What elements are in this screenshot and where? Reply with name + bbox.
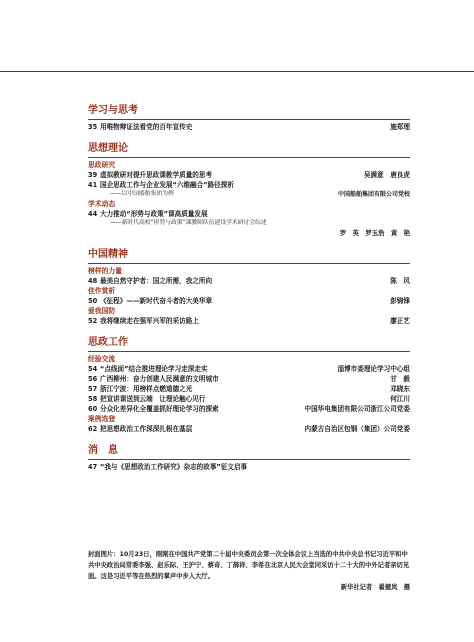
page-number: 57	[88, 385, 98, 393]
article-title[interactable]: 广西柳州：奋力创建人民满意的文明城市	[100, 375, 219, 383]
article-title[interactable]: ——新时代高校“形势与政策”课教师队伍建设学术研讨会综述	[110, 220, 267, 226]
toc-section	[88, 336, 410, 434]
article-author: 何江川	[390, 395, 410, 403]
article-title[interactable]: “点线面”结合推进理论学习走深走实	[100, 365, 208, 373]
article-author: 中国船舶集团有限公司党校	[337, 191, 410, 198]
toc-entry[interactable]	[88, 364, 410, 374]
toc-entry-authors: 罗 英 罗玉浩 黄 艳	[339, 229, 410, 237]
cover-caption-text: 10月23日，刚刚在中国共产党第二十届中央委员会第一次全体会议上当选的中共中央总书记习近平和中共中央政治局常委李强、赵乐际、王沪宁、蔡奇、丁薛祥、李希在北京人民大会堂同采访十二十大的中外记者亲切见面。这是习近平等在热烈的掌声中步入大厅。	[88, 551, 410, 580]
toc-entry[interactable]	[88, 122, 410, 132]
toc-entry[interactable]	[88, 374, 410, 384]
subsection-title: 学术动态	[88, 200, 116, 208]
article-title[interactable]: 把宣讲课送到云端 让理论触心见行	[100, 395, 206, 403]
toc-section	[88, 142, 410, 238]
toc-entry[interactable]	[88, 462, 410, 472]
subsection-title: 爱我国防	[88, 307, 116, 315]
article-title[interactable]: 《征程》——新时代奋斗者的大美华章	[100, 297, 213, 305]
cover-caption	[88, 549, 410, 593]
page-number: 56	[88, 375, 98, 383]
article-author: 廖正艺	[390, 317, 410, 325]
page-number: 60	[88, 405, 98, 413]
toc-entry[interactable]	[88, 316, 410, 326]
toc-entry[interactable]	[88, 276, 410, 286]
article-author: 邓晓东	[390, 385, 410, 393]
subsection-title: 榜样的力量	[88, 267, 122, 275]
cover-photo-credit: 新华社记者 翟健岚 摄	[340, 584, 410, 591]
article-title[interactable]: 最美自然守护者：国之所需，我之所向	[100, 277, 213, 285]
article-title[interactable]: 大力推动“形势与政策”课高质量发展	[100, 210, 208, 218]
page-number: 39	[88, 171, 98, 179]
article-title[interactable]: 我将继续走在强军兴军的采访路上	[100, 317, 199, 325]
toc-entry[interactable]	[88, 170, 410, 180]
page-number: 54	[88, 365, 98, 373]
toc-entry[interactable]	[88, 219, 410, 228]
article-author: 淄博市委理论学习中心组	[337, 365, 410, 373]
article-title[interactable]: 分众化差异化全覆盖抓好理论学习的探索	[100, 405, 219, 413]
article-author: 陈 风	[390, 277, 410, 285]
section-gap	[88, 132, 410, 142]
page-number: 50	[88, 297, 98, 305]
section-title: 学习与思考	[88, 104, 410, 120]
article-author: 彭锦锋	[390, 297, 410, 305]
article-author: 内蒙古自治区包钢（集团）公司党委	[304, 425, 410, 433]
toc-entry[interactable]	[88, 384, 410, 394]
section-title: 消 息	[88, 444, 410, 460]
toc-entry[interactable]	[88, 180, 410, 190]
article-author: 吴满意 唐良虎	[363, 171, 410, 179]
article-title[interactable]: 用唯物辩证法看党的百年宣传史	[100, 123, 193, 131]
section-title: 中国精神	[88, 248, 410, 264]
subsection-title: 思政研究	[88, 161, 116, 169]
page-number: 44	[88, 210, 98, 218]
subsection-title: 佳作赏析	[88, 287, 116, 295]
article-title[interactable]: ——以中国船舶集团为例	[110, 191, 174, 197]
section-title: 思想理论	[88, 142, 410, 158]
section-gap	[88, 326, 410, 336]
subsection-title: 经验交流	[88, 355, 116, 363]
toc-entry[interactable]	[88, 394, 410, 404]
page-number: 48	[88, 277, 98, 285]
article-author: 中国华电集团有限公司浙江公司党委	[304, 405, 410, 413]
article-title[interactable]: 国企思政工作与企业发展“六维融合”路径探析	[100, 181, 234, 189]
toc-entry[interactable]	[88, 209, 410, 219]
toc-entry[interactable]	[88, 296, 410, 306]
article-title[interactable]: 虚拟教研对提升思政课教学质量的思考	[100, 171, 213, 179]
cover-caption-label: 封面图片：	[88, 551, 120, 558]
top-rule	[0, 71, 474, 72]
section-gap	[88, 238, 410, 248]
toc-section	[88, 248, 410, 326]
page-number: 35	[88, 123, 98, 131]
section-title: 思政工作	[88, 336, 410, 352]
subsection-title: 案例选登	[88, 415, 116, 423]
toc-section	[88, 104, 410, 132]
toc-entry[interactable]	[88, 190, 410, 199]
article-author: 甘 毅	[390, 375, 410, 383]
page-number: 62	[88, 425, 98, 433]
article-title[interactable]: “我与《思想政治工作研究》杂志的故事”征文启事	[100, 463, 248, 471]
page-number: 52	[88, 317, 98, 325]
article-title[interactable]: 浙江宁波：用榜样点燃道德之光	[100, 385, 193, 393]
article-title[interactable]: 把思想政治工作深深扎根在基层	[100, 425, 193, 433]
toc-section	[88, 444, 410, 472]
table-of-contents	[88, 104, 410, 472]
article-author: 施郑理	[390, 123, 410, 131]
page-number: 58	[88, 395, 98, 403]
page-number: 47	[88, 463, 98, 471]
toc-entry[interactable]	[88, 404, 410, 414]
section-gap	[88, 434, 410, 444]
toc-entry[interactable]	[88, 424, 410, 434]
page-number: 41	[88, 181, 98, 189]
